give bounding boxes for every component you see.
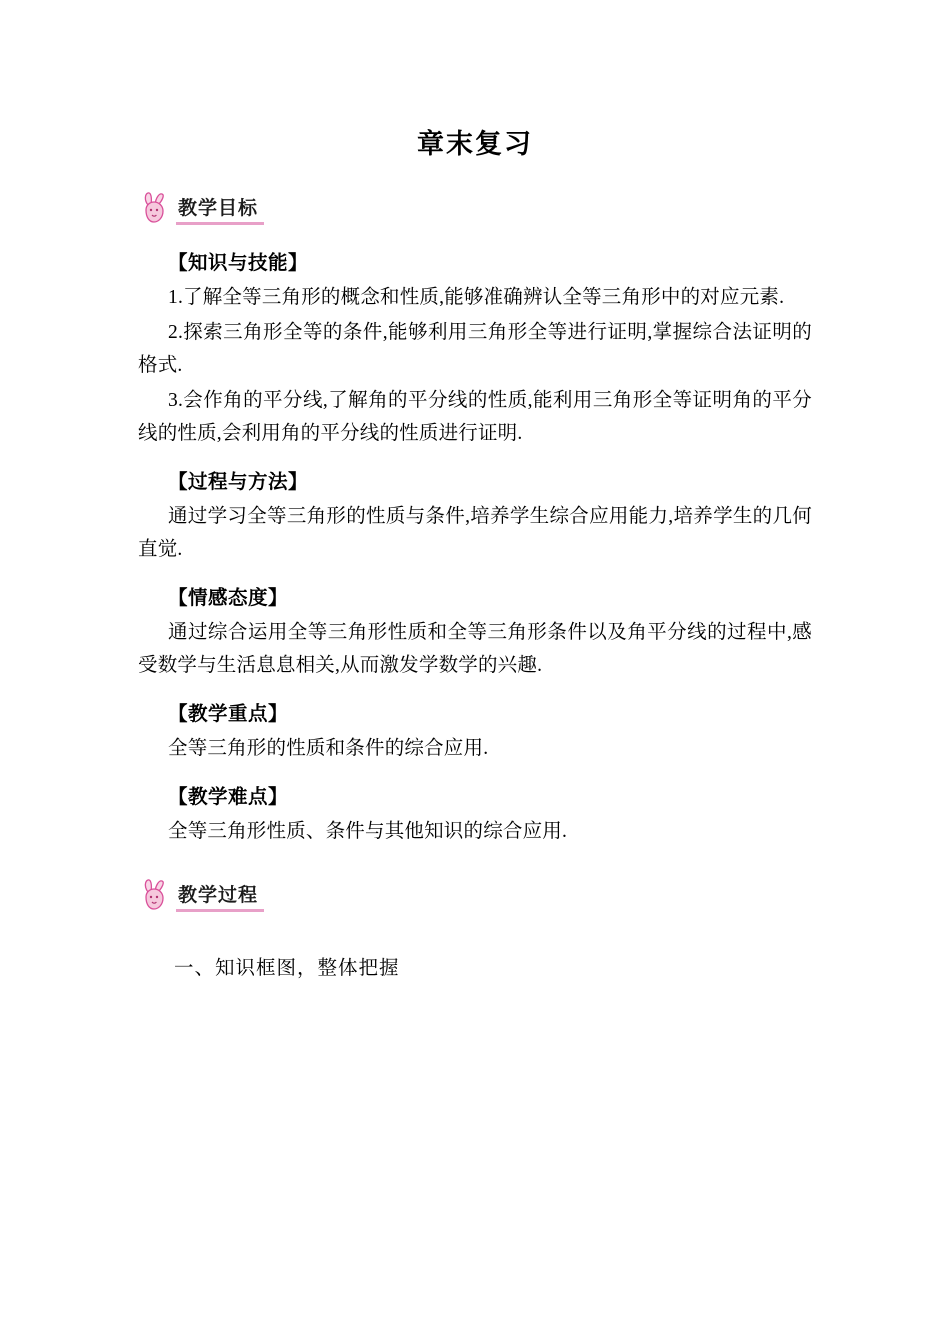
block-heading: 【过程与方法】 <box>168 470 309 493</box>
section-banner-teaching-process <box>138 878 812 912</box>
section-banner-label: 教学过程 <box>176 884 264 912</box>
block-heading: 【知识与技能】 <box>168 251 309 274</box>
paragraph: 通过学习全等三角形的性质与条件,培养学生综合应用能力,培养学生的几何直觉. <box>138 506 812 560</box>
block-heading: 【情感态度】 <box>168 586 289 609</box>
paragraph: 全等三角形的性质和条件的综合应用. <box>168 738 489 759</box>
paragraph: 3.会作角的平分线,了解角的平分线的性质,能利用三角形全等证明角的平分线的性质,会利用角的平分线的性质进行证明. <box>138 390 812 444</box>
rabbit-icon <box>138 878 172 912</box>
paragraph: 通过综合运用全等三角形性质和全等三角形条件以及角平分线的过程中,感受数学与生活息息相关,从而激发学数学的兴趣. <box>138 622 812 676</box>
block-process-methods <box>138 466 812 566</box>
section-banner-label: 教学目标 <box>176 197 264 225</box>
paragraph: 2.探索三角形全等的条件,能够利用三角形全等进行证明,掌握综合法证明的格式. <box>138 322 812 376</box>
block-heading: 【教学重点】 <box>168 702 289 725</box>
rabbit-icon <box>138 191 172 225</box>
page-title: 章末复习 <box>417 129 533 160</box>
process-first-item: 一、知识框图，整体把握 <box>174 958 400 979</box>
block-teaching-difficulty <box>138 781 812 848</box>
paragraph: 1.了解全等三角形的概念和性质,能够准确辨认全等三角形中的对应元素. <box>168 287 785 308</box>
section-banner-teaching-goal <box>138 191 812 225</box>
paragraph: 全等三角形性质、条件与其他知识的综合应用. <box>168 821 568 842</box>
block-knowledge-skills <box>138 247 812 450</box>
block-teaching-focus <box>138 698 812 765</box>
block-heading: 【教学难点】 <box>168 785 289 808</box>
block-emotional-attitude <box>138 582 812 682</box>
